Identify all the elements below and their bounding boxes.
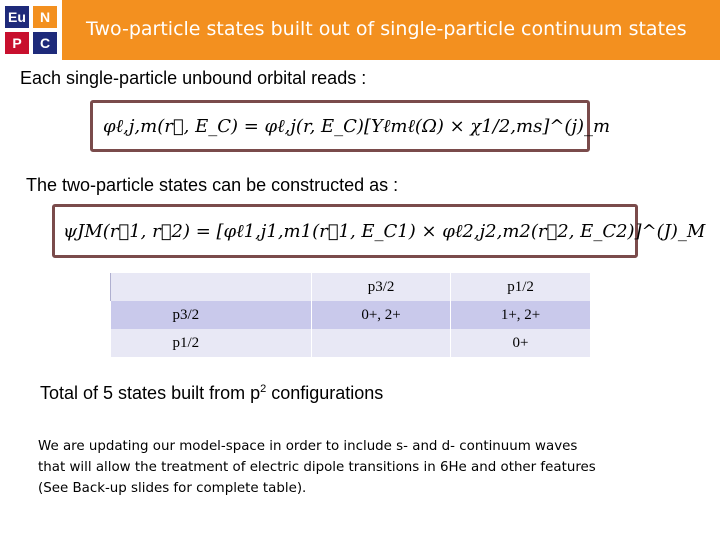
table-header-row xyxy=(111,273,591,301)
logo-c-tile: C xyxy=(33,32,57,54)
update-paragraph xyxy=(38,436,698,499)
table-cell: 0+ xyxy=(451,329,591,357)
table-row xyxy=(111,329,591,357)
table-row xyxy=(111,301,591,329)
two-particle-formula xyxy=(52,204,706,258)
paragraph-line: (See Back-up slides for complete table). xyxy=(38,481,307,496)
logo-n-tile: N xyxy=(33,6,57,28)
logo-eu-tile: Eu xyxy=(5,6,29,28)
eunpc-logo xyxy=(0,0,62,60)
table-cell: 1+, 2+ xyxy=(451,301,591,329)
table-cell xyxy=(312,329,451,357)
orbital-formula-text: φℓ,j,m(r⃗, E_C) = φℓ,j(r, E_C)[Yℓmℓ(Ω) × χ1/2,ms]^(j)_m xyxy=(103,115,611,137)
paragraph-line: We are updating our model-space in order to include s- and d- continuum waves xyxy=(38,439,578,454)
header-bar xyxy=(0,0,720,60)
construct-text: The two-particle states can be constructed as : xyxy=(26,175,399,195)
intro-text: Each single-particle unbound orbital reads : xyxy=(20,68,367,88)
states-table xyxy=(110,273,591,357)
logo-p-tile: P xyxy=(5,32,29,54)
total-states-text xyxy=(40,383,383,404)
table-cell: p1/2 xyxy=(111,329,312,357)
total-text-sup: 2 xyxy=(260,383,267,395)
table-header-cell: p1/2 xyxy=(451,273,591,301)
table-header-cell: p3/2 xyxy=(312,273,451,301)
paragraph-line: that will allow the treatment of electric dipole transitions in 6He and other features xyxy=(38,460,596,475)
total-text-before: Total of 5 states built from p xyxy=(40,383,261,403)
table-cell: 0+, 2+ xyxy=(312,301,451,329)
orbital-formula xyxy=(90,100,611,152)
total-text-after: configurations xyxy=(266,383,384,403)
two-particle-formula-text: ψJM(r⃗1, r⃗2) = [φℓ1,j1,m1(r⃗1, E_C1) × φℓ2,j2,m2(r⃗2, E_C2)]^(J)_M xyxy=(63,220,706,242)
table-header-cell xyxy=(111,273,312,301)
table-cell: p3/2 xyxy=(111,301,312,329)
slide-title: Two-particle states built out of single-particle continuum states xyxy=(86,18,687,40)
